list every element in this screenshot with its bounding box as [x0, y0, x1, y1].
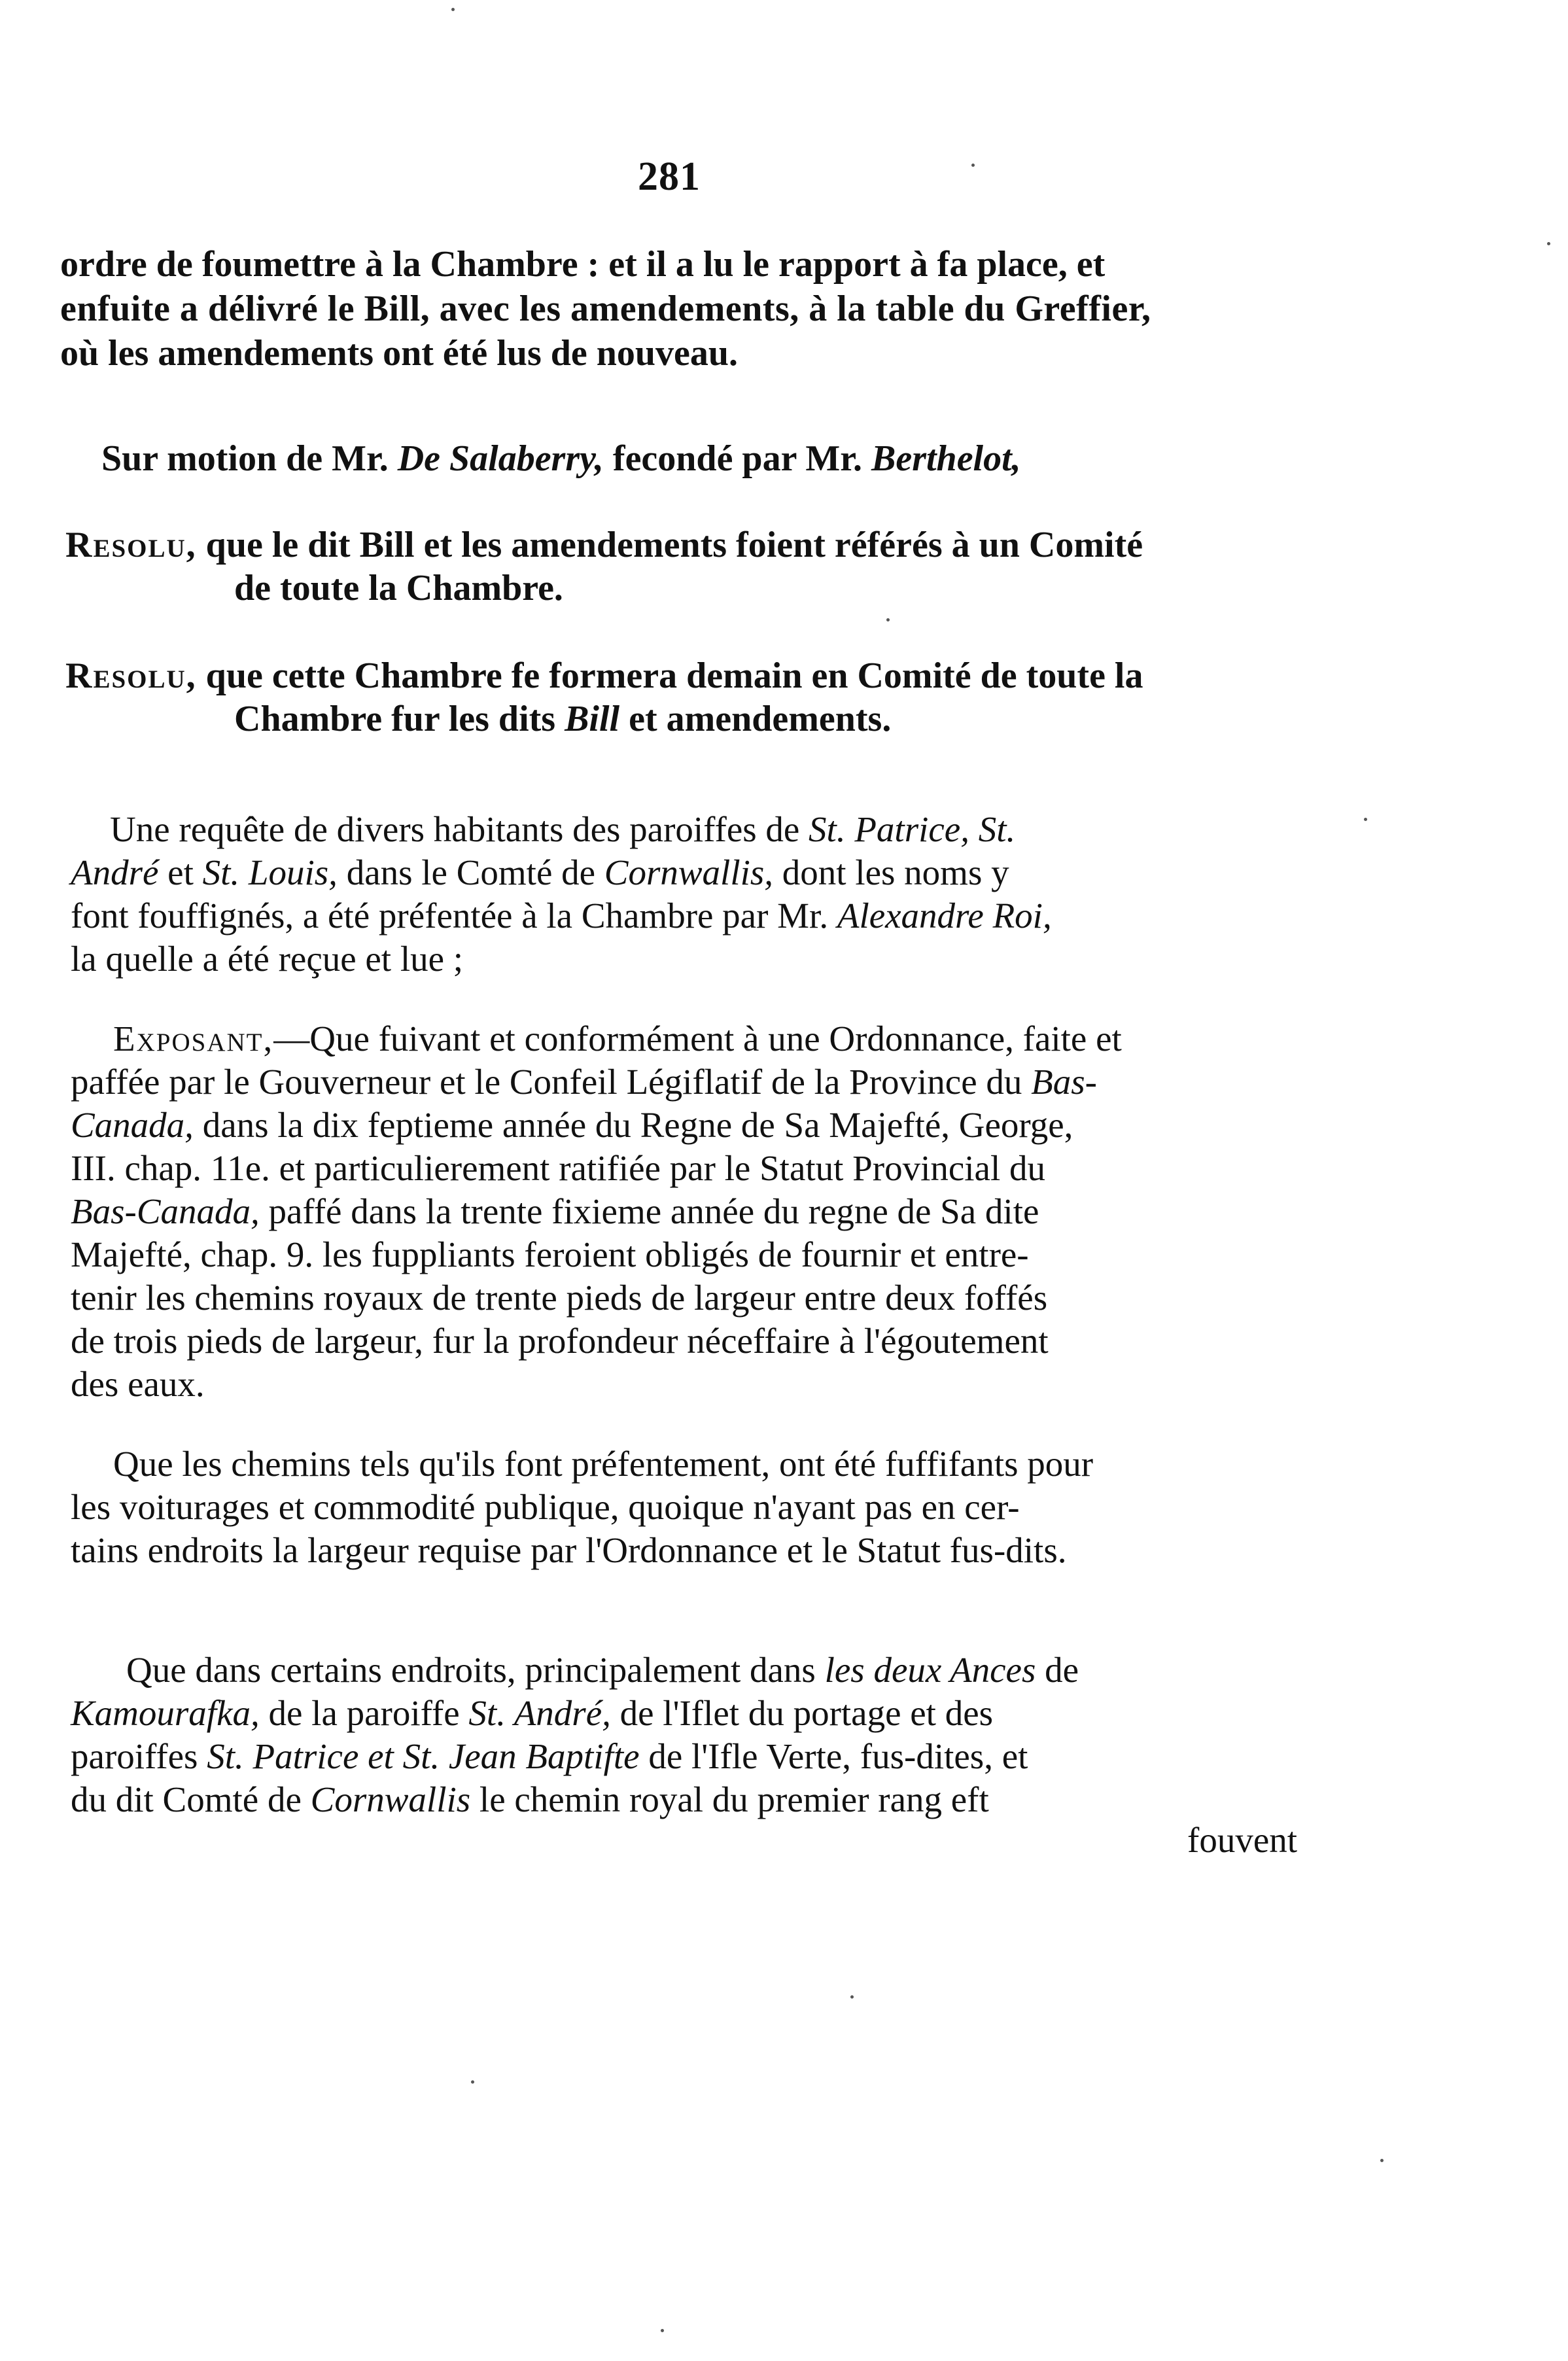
- text-span: Cornwallis,: [604, 852, 774, 892]
- text-line: [71, 1017, 1304, 1060]
- paragraph-petition: [71, 808, 1302, 981]
- paragraph-chemins: [71, 1443, 1304, 1572]
- catchword-text: fouvent: [1187, 1820, 1298, 1860]
- text-span: III. chap. 11e. et particulierement ratifiée par le Statut Provincial du: [71, 1148, 1045, 1188]
- motion-mover: De Salaberry,: [397, 438, 604, 479]
- scan-speck: [1547, 242, 1550, 245]
- text-span: Bill: [565, 699, 620, 739]
- text-span: tains endroits la largeur requise par l'Ordonnance et le Statut fus-dits.: [71, 1530, 1067, 1570]
- page-number: 281: [638, 154, 701, 199]
- text-span: paroiffes: [71, 1736, 198, 1776]
- text-line: [71, 1363, 1304, 1406]
- resolution-label: Resolu,: [65, 656, 197, 696]
- text-span: St. Louis,: [202, 852, 338, 892]
- text-span: Une requête de divers habitants des paroiffes de: [110, 809, 800, 849]
- motion-line: [101, 437, 1021, 480]
- text-line: [71, 1060, 1304, 1104]
- scan-speck: [1380, 2159, 1384, 2162]
- text-span: font fouffignés, a été préfentée à la Chambre par Mr.: [71, 896, 829, 936]
- scan-speck: [886, 618, 890, 621]
- text-line: [71, 808, 1302, 851]
- text-line: [71, 1443, 1304, 1486]
- text-span: Cornwallis: [310, 1779, 471, 1819]
- text-span: les voiturages et commodité publique, quoique n'ayant pas en cer-: [71, 1487, 1020, 1527]
- scan-speck: [850, 1995, 854, 1999]
- text-span: St. Patrice, St.: [809, 809, 1016, 849]
- text-line: [71, 1529, 1304, 1572]
- text-span: de toute la Chambre.: [234, 568, 563, 608]
- text-line: [71, 1190, 1304, 1233]
- text-span: Chambre fur les dits: [234, 699, 556, 739]
- text-span: de l'Ifle Verte, fus-dites, et: [648, 1736, 1028, 1776]
- text-span: paffée par le Gouverneur et le Confeil Légiflatif de la Province du: [71, 1062, 1022, 1102]
- paragraph-exposant: [71, 1017, 1304, 1406]
- text-line: [71, 1233, 1304, 1276]
- text-span: paffé dans la trente fixieme année du regne de Sa dite: [268, 1191, 1039, 1231]
- text-span: les deux Ances: [824, 1650, 1036, 1690]
- text-span: le chemin royal du premier rang eft: [479, 1779, 989, 1819]
- text-line: [60, 287, 1297, 331]
- text-line: [71, 1486, 1304, 1529]
- text-span: dans la dix feptieme année du Regne de Sa Majefté, George,: [202, 1105, 1073, 1145]
- text-line: [65, 567, 1143, 610]
- text-line: [71, 1320, 1304, 1363]
- text-span: dans le Comté de: [346, 852, 596, 892]
- scan-speck: [471, 2080, 474, 2084]
- text-span: et amendements.: [629, 699, 892, 739]
- text-line: [71, 851, 1302, 894]
- text-span: tenir les chemins royaux de trente pieds de largeur entre deux foffés: [71, 1278, 1048, 1318]
- text-span: de l'Iflet du portage et des: [619, 1693, 994, 1733]
- text-line: [65, 654, 1143, 697]
- text-span: André: [71, 852, 159, 892]
- scan-speck: [451, 8, 455, 11]
- text-line: [71, 1104, 1304, 1147]
- text-line: [60, 242, 1297, 287]
- text-line: [71, 1778, 1304, 1821]
- text-line: [71, 1692, 1304, 1735]
- scan-speck: [971, 164, 975, 167]
- scan-speck: [1364, 818, 1367, 821]
- text-span: St. André,: [468, 1693, 611, 1733]
- text-line: [71, 1147, 1304, 1190]
- text-span: Alexandre Roi,: [837, 896, 1052, 936]
- text-span: Bas-: [1031, 1062, 1097, 1102]
- text-line: [71, 1276, 1304, 1320]
- text-span: des eaux.: [71, 1364, 205, 1404]
- text-span: —Que fuivant et conformément à une Ordonnance, faite et: [273, 1019, 1122, 1058]
- resolution-1: [65, 523, 1143, 610]
- text-line: [71, 1735, 1304, 1778]
- text-span: du dit Comté de: [71, 1779, 302, 1819]
- text-span: de la paroiffe: [268, 1693, 460, 1733]
- text-line: [65, 697, 1143, 741]
- paragraph-rapport: [60, 242, 1297, 376]
- text-span: que le dit Bill et les amendements foient référés à un Comité: [205, 525, 1143, 565]
- motion-middle: fecondé par Mr.: [612, 438, 862, 479]
- text-span: ordre de foumettre à la Chambre : et il a lu le rapport à fa place, et: [60, 244, 1106, 285]
- text-line: [60, 331, 1297, 376]
- resolution-label: Resolu,: [65, 525, 197, 565]
- catchword: [1187, 1819, 1297, 1862]
- text-line: [71, 1649, 1304, 1692]
- text-span: la quelle a été reçue et lue ;: [71, 939, 464, 979]
- text-span: St. Patrice et St. Jean Baptifte: [207, 1736, 640, 1776]
- text-span: Majefté, chap. 9. les fuppliants feroient obligés de fournir et entre-: [71, 1234, 1029, 1274]
- text-line: [65, 523, 1143, 567]
- text-span: dont les noms y: [782, 852, 1009, 892]
- exposant-label: Exposant,: [113, 1019, 274, 1058]
- paragraph-endroits: [71, 1649, 1304, 1821]
- text-line: [71, 937, 1302, 981]
- text-span: où les amendements ont été lus de nouveau.: [60, 333, 739, 374]
- text-span: enfuite a délivré le Bill, avec les amendements, à la table du Greffier,: [60, 289, 1151, 329]
- text-span: et: [167, 852, 194, 892]
- text-span: Bas-Canada,: [71, 1191, 260, 1231]
- motion-seconder: Berthelot,: [871, 438, 1021, 479]
- resolution-2: [65, 654, 1143, 741]
- text-span: que cette Chambre fe formera demain en Comité de toute la: [205, 656, 1143, 696]
- text-span: Que les chemins tels qu'ils font préfentement, ont été fuffifants pour: [113, 1444, 1094, 1484]
- scan-speck: [661, 2329, 664, 2332]
- text-line: [71, 894, 1302, 937]
- text-span: de trois pieds de largeur, fur la profondeur néceffaire à l'égoutement: [71, 1321, 1049, 1361]
- text-span: Kamourafka,: [71, 1693, 260, 1733]
- motion-prefix: Sur motion de Mr.: [101, 438, 389, 479]
- text-span: Que dans certains endroits, principalement dans: [126, 1650, 816, 1690]
- text-span: de: [1045, 1650, 1079, 1690]
- text-span: Canada,: [71, 1105, 194, 1145]
